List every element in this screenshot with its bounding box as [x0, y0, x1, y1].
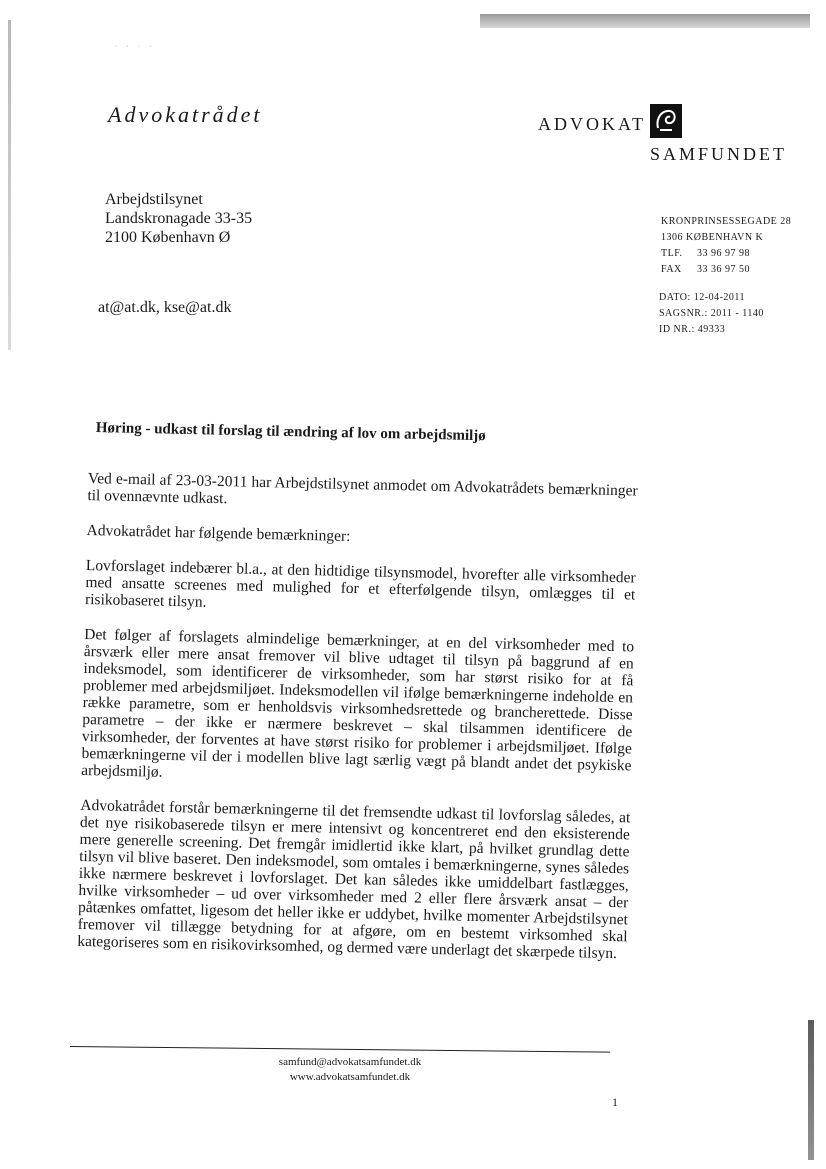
footer-divider: [70, 1046, 610, 1053]
phone-value: 33 96 97 98: [697, 248, 750, 259]
sender-phone: [661, 246, 791, 262]
footer-email: samfund@advokatsamfundet.dk: [278, 1056, 422, 1068]
letter-date: DATO: 12-04-2011: [659, 292, 746, 303]
sender-fax: [661, 262, 791, 278]
sender-city: 1306 KØBENHAVN K: [661, 232, 764, 243]
paragraph: Ved e-mail af 23-03-2011 har Arbejdstilsynet anmodet om Advokatrådets bemærkninger til ovennævnte udkast.: [87, 470, 638, 508]
paragraph: Lovforslaget indebærer bl.a., at den hidtidige tilsynsmodel, hvorefter alle virksomheder med ansatte screenes med mulighed for et efterfølgende tilsyn, omlægges til et risikobaseret tilsyn.: [84, 556, 636, 611]
org-name-advokatraadet: Advokatrådet: [108, 102, 263, 127]
footer-contact: [260, 1055, 440, 1085]
paragraph: Advokatrådet har følgende bemærkninger:: [86, 521, 351, 545]
case-number: SAGSNR.: 2011 - 1140: [659, 308, 764, 319]
letter-meta: [659, 290, 764, 338]
scan-edge-top: [480, 14, 810, 28]
recipient-address: [105, 190, 252, 247]
phone-label: TLF.: [661, 248, 683, 259]
sender-address: [661, 214, 791, 278]
scan-specks: · · · ·: [115, 44, 156, 50]
recipient-emails: at@at.dk, kse@at.dk: [98, 299, 232, 316]
page-number: 1: [612, 1095, 618, 1109]
id-number: ID NR.: 49333: [659, 324, 726, 335]
sender-street: KRONPRINSESSEGADE 28: [661, 216, 792, 227]
scan-edge-right: [808, 1020, 814, 1160]
advokatsamfundet-logo: [538, 104, 798, 168]
recipient-name: Arbejdstilsynet: [105, 191, 203, 208]
advokatsamfundet-emblem-icon: [650, 104, 682, 138]
scan-edge-left: [8, 20, 11, 350]
recipient-street: Landskronagade 33-35: [105, 210, 253, 227]
letter-subject: Høring - udkast til forslag til ændring af lov om arbejdsmiljø: [95, 420, 486, 445]
fax-label: FAX: [661, 264, 682, 275]
paragraph: Advokatrådet forstår bemærkningerne til det fremsendte udkast til lovforslag således, at det nye risikobaserede tilsyn er mere intensivt og koncentreret end den eksisterende mere generelle screening. Det fremgår imidlertid ikke klart, på hvilket grundlag dette tilsyn vil blive baseret. Den indeksmodel, som omtales i bemærkningerne, synes således ikke nærmere beskrevet i lovforslaget. Det kan således ikke umiddelbart fastlægges, hvilke virksomheder – ud over virksomheder med 2 eller flere årsværk ansat – der påtænkes omfattet, ligesom det heller ikke er uddybet, hvilke momenter Arbejdstilsynet fremover vil tillægge betydning for at afgøre, om en bestemt virksomhed skal kategoriseres som en risikovirksomhed, og dermed være underlagt det skærpede tilsyn.: [77, 796, 631, 963]
paragraph: Det følger af forslagets almindelige bemærkninger, at en del virksomheder med to årsværk eller mere ansat fremover vil blive udtaget til tilsyn på baggrund af en indeksmodel, som identificerer de virksomheder, som har størst risiko for at få problemer med arbejdsmiljøet. Indeksmodellen vil ifølge bemærkningerne indeholde en række parametre, som er henholdsvis virksomhedsrettede og brancherettede. Disse parametre – der ikke er nærmere beskrevet – skal tilsammen identificere de virksomheder, der forventes at have størst risiko for problemer i arbejdsmiljøet. Ifølge bemærkningerne vil der i modellen blive lagt særlig vægt på blandt andet det psykiske arbejdsmiljø.: [80, 625, 635, 781]
letter-body: [77, 470, 638, 980]
fax-value: 33 36 97 50: [697, 264, 750, 275]
logo-text-advokat: ADVOKAT: [538, 114, 646, 134]
footer-website: www.advokatsamfundet.dk: [289, 1071, 411, 1083]
recipient-city: 2100 København Ø: [105, 229, 231, 246]
logo-text-samfundet: SAMFUNDET: [650, 144, 788, 164]
